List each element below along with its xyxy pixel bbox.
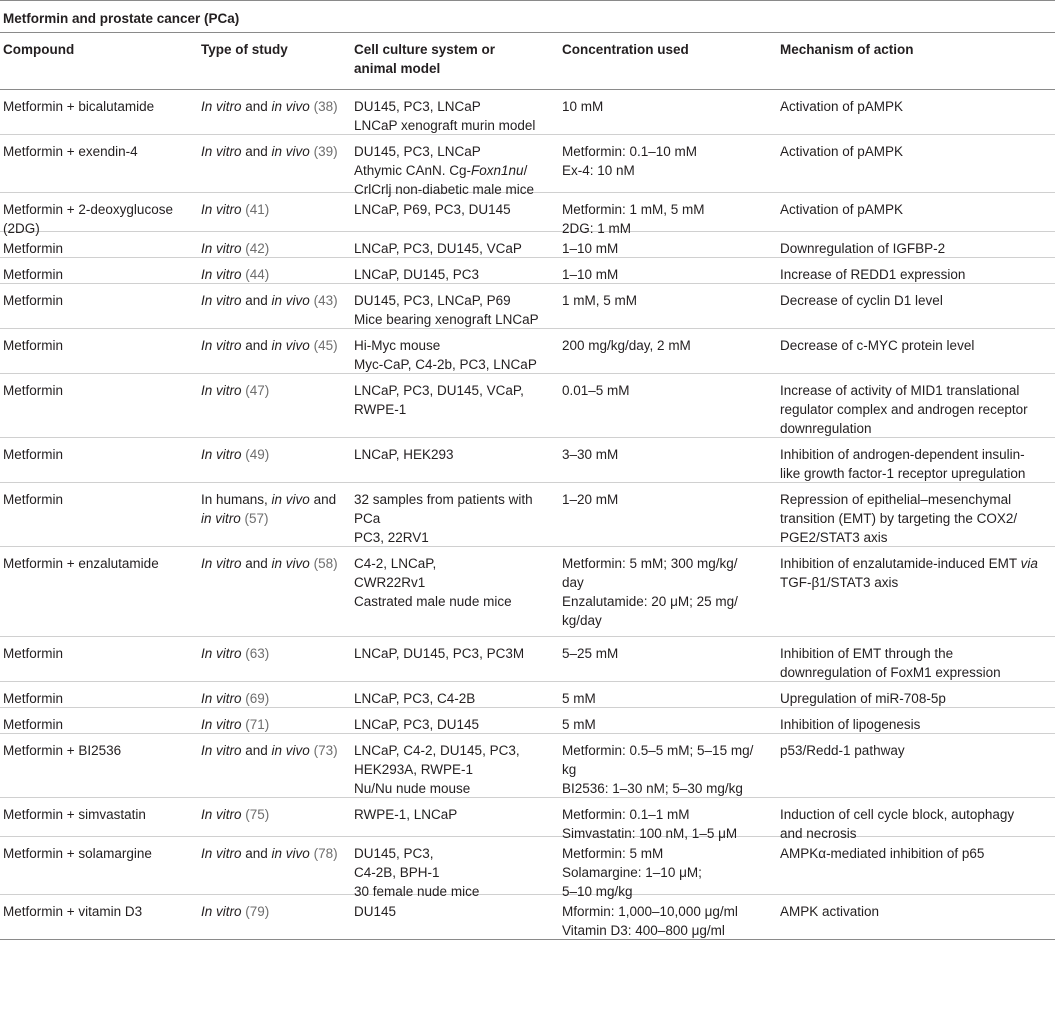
cell-text: In vitro (63) (201, 646, 270, 661)
cell-text: In vitro (71) (201, 717, 270, 732)
cell-text: Metformin: 0.5–5 mM; 5–15 mg/ (562, 743, 754, 758)
cell-text: Metformin + BI2536 (3, 743, 122, 758)
study-type-cell (198, 193, 351, 231)
cell-text: kg (562, 762, 577, 777)
cell-text: 5 mM (562, 691, 596, 706)
cell-text: DU145 (354, 904, 397, 919)
mechanism-cell (777, 374, 1055, 437)
cell-text: Upregulation of miR-708-5p (780, 691, 946, 706)
concentration-cell (559, 483, 777, 546)
cell-text: regulator complex and androgen receptor (780, 402, 1028, 417)
table-row (0, 837, 1055, 899)
cell-text: Metformin + 2-deoxyglucose (3, 202, 173, 217)
cell-text: Metformin: 5 mM (562, 846, 664, 861)
concentration-cell (559, 798, 777, 841)
cell-text: p53/Redd-1 pathway (780, 743, 905, 758)
table-row (0, 547, 1055, 637)
study-type-cell (198, 483, 351, 546)
compound-cell (0, 483, 198, 546)
cell-text: Metformin: 5 mM; 300 mg/kg/ (562, 556, 738, 571)
cell-text: RWPE-1 (354, 402, 407, 417)
cell-text: Metformin + solamargine (3, 846, 152, 861)
cell-text: PC3, 22RV1 (354, 530, 429, 545)
header-cell-culture-system (351, 33, 559, 89)
model-cell (351, 193, 559, 231)
model-cell (351, 734, 559, 797)
compound-cell (0, 682, 198, 707)
cell-text: 3–30 mM (562, 447, 619, 462)
compound-cell (0, 284, 198, 328)
cell-text: In vitro (44) (201, 267, 270, 282)
cell-text: Increase of activity of MID1 translational (780, 383, 1020, 398)
mechanism-cell (777, 284, 1055, 328)
table-title: Metformin and prostate cancer (PCa) (0, 0, 1055, 32)
cell-text: LNCaP, PC3, C4-2B (354, 691, 476, 706)
cell-text: CrlCrlj non-diabetic male mice (354, 182, 535, 197)
study-type-cell (198, 547, 351, 636)
cell-text: AMPKα-mediated inhibition of p65 (780, 846, 985, 861)
header-text: Concentration used (562, 42, 689, 57)
concentration-cell (559, 637, 777, 681)
table-header-row (0, 32, 1055, 90)
cell-text: LNCaP, DU145, PC3, PC3M (354, 646, 525, 661)
table-row (0, 193, 1055, 236)
cell-text: Downregulation of IGFBP-2 (780, 241, 946, 256)
cell-text: In vitro and in vivo (43) (201, 293, 338, 308)
header-text: Mechanism of action (780, 42, 914, 57)
cell-text: LNCaP, P69, PC3, DU145 (354, 202, 511, 217)
cell-text: 32 samples from patients with (354, 492, 533, 507)
cell-text: in vitro (57) (201, 511, 269, 526)
concentration-cell (559, 708, 777, 733)
cell-text: LNCaP, PC3, DU145, VCaP (354, 241, 522, 256)
cell-text: Simvastatin: 100 nM, 1–5 μM (562, 826, 738, 841)
table-row (0, 798, 1055, 841)
cell-text: Myc-CaP, C4-2b, PC3, LNCaP (354, 357, 537, 372)
cell-text: Metformin (3, 338, 64, 353)
mechanism-cell (777, 135, 1055, 192)
cell-text: Hi-Myc mouse (354, 338, 441, 353)
compound-cell (0, 135, 198, 192)
cell-text: Metformin (3, 447, 64, 462)
cell-text: Metformin + exendin-4 (3, 144, 138, 159)
table-row (0, 90, 1055, 135)
compound-cell (0, 193, 198, 236)
mechanism-cell (777, 895, 1055, 939)
cell-text: DU145, PC3, LNCaP, P69 (354, 293, 511, 308)
cell-text: LNCaP, DU145, PC3 (354, 267, 480, 282)
concentration-cell (559, 329, 777, 373)
compound-cell (0, 895, 198, 939)
cell-text: In humans, in vivo and (201, 492, 337, 507)
cell-text: downregulation (780, 421, 872, 436)
cell-text: transition (EMT) by targeting the COX2/ (780, 511, 1018, 526)
table-row (0, 135, 1055, 197)
compound-cell (0, 708, 198, 733)
cell-text: In vitro and in vivo (58) (201, 556, 338, 571)
study-type-cell (198, 374, 351, 437)
cell-text: 30 female nude mice (354, 884, 480, 899)
cell-text: LNCaP, C4-2, DU145, PC3, (354, 743, 520, 758)
cell-text: Metformin + enzalutamide (3, 556, 159, 571)
table-row (0, 682, 1055, 708)
cell-text: In vitro (69) (201, 691, 270, 706)
concentration-cell (559, 734, 777, 797)
cell-text: Metformin (3, 646, 64, 661)
header-compound (0, 33, 198, 89)
model-cell (351, 258, 559, 283)
model-cell (351, 374, 559, 437)
table-row (0, 258, 1055, 284)
cell-text: Metformin + simvastatin (3, 807, 146, 822)
cell-text: Increase of REDD1 expression (780, 267, 966, 282)
cell-text: CWR22Rv1 (354, 575, 426, 590)
mechanism-cell (777, 734, 1055, 797)
model-cell (351, 798, 559, 836)
study-type-cell (198, 135, 351, 192)
cell-text: 200 mg/kg/day, 2 mM (562, 338, 691, 353)
cell-text: 1–10 mM (562, 267, 619, 282)
compound-cell (0, 90, 198, 134)
cell-text: Metformin (3, 717, 64, 732)
mechanism-cell (777, 798, 1055, 841)
header-concentration-used (559, 33, 777, 89)
study-type-cell (198, 837, 351, 894)
cell-text: Inhibition of lipogenesis (780, 717, 921, 732)
compound-cell (0, 734, 198, 797)
cell-text: Metformin (3, 691, 64, 706)
cell-text: Metformin: 0.1–1 mM (562, 807, 690, 822)
cell-text: In vitro and in vivo (38) (201, 99, 338, 114)
cell-text: Metformin: 1 mM, 5 mM (562, 202, 705, 217)
study-type-cell (198, 232, 351, 257)
study-type-cell (198, 708, 351, 733)
cell-text: day (562, 575, 584, 590)
table-row (0, 438, 1055, 483)
header-text: Type of study (201, 42, 288, 57)
cell-text: In vitro (41) (201, 202, 270, 217)
cell-text: Metformin (3, 293, 64, 308)
study-type-cell (198, 798, 351, 836)
mechanism-cell (777, 258, 1055, 283)
table-row (0, 637, 1055, 682)
model-cell (351, 284, 559, 328)
cell-text: 10 mM (562, 99, 604, 114)
cell-text: Activation of pAMPK (780, 144, 904, 159)
cell-text: Activation of pAMPK (780, 99, 904, 114)
cell-text: 2DG: 1 mM (562, 221, 632, 236)
cell-text: LNCaP, PC3, DU145, VCaP, (354, 383, 524, 398)
cell-text: In vitro and in vivo (73) (201, 743, 338, 758)
cell-text: Castrated male nude mice (354, 594, 512, 609)
cell-text: BI2536: 1–30 nM; 5–30 mg/kg (562, 781, 743, 796)
cell-text: LNCaP xenograft murin model (354, 118, 536, 133)
table-row (0, 734, 1055, 798)
cell-text: In vitro and in vivo (45) (201, 338, 338, 353)
compound-cell (0, 798, 198, 836)
cell-text: 5–10 mg/kg (562, 884, 633, 899)
study-type-cell (198, 284, 351, 328)
compound-cell (0, 438, 198, 482)
model-cell (351, 682, 559, 707)
mechanism-cell (777, 90, 1055, 134)
model-cell (351, 90, 559, 134)
study-type-cell (198, 895, 351, 939)
mechanism-cell (777, 232, 1055, 257)
cell-text: Metformin (3, 241, 64, 256)
cell-text: DU145, PC3, LNCaP (354, 144, 481, 159)
cell-text: Solamargine: 1–10 μM; (562, 865, 702, 880)
mechanism-cell (777, 193, 1055, 231)
cell-text: 1 mM, 5 mM (562, 293, 638, 308)
model-cell (351, 708, 559, 733)
cell-text: LNCaP, PC3, DU145 (354, 717, 480, 732)
cell-text: Nu/Nu nude mouse (354, 781, 471, 796)
header-text: animal model (354, 61, 441, 76)
model-cell (351, 438, 559, 482)
cell-text: Enzalutamide: 20 μM; 25 mg/ (562, 594, 738, 609)
cell-text: Ex-4: 10 nM (562, 163, 635, 178)
table-row (0, 329, 1055, 374)
table-row (0, 708, 1055, 734)
concentration-cell (559, 374, 777, 437)
concentration-cell (559, 90, 777, 134)
study-type-cell (198, 637, 351, 681)
cell-text: In vitro and in vivo (39) (201, 144, 338, 159)
model-cell (351, 483, 559, 546)
cell-text: Metformin + bicalutamide (3, 99, 155, 114)
concentration-cell (559, 193, 777, 236)
mechanism-cell (777, 438, 1055, 482)
cell-text: DU145, PC3, LNCaP (354, 99, 481, 114)
cell-text: Vitamin D3: 400–800 μg/ml (562, 923, 725, 938)
cell-text: downregulation of FoxM1 expression (780, 665, 1001, 680)
model-cell (351, 895, 559, 939)
model-cell (351, 637, 559, 681)
cell-text: PGE2/STAT3 axis (780, 530, 888, 545)
study-type-cell (198, 329, 351, 373)
cell-text: TGF-β1/STAT3 axis (780, 575, 899, 590)
cell-text: Metformin: 0.1–10 mM (562, 144, 698, 159)
cell-text: Mice bearing xenograft LNCaP (354, 312, 539, 327)
cell-text: HEK293A, RWPE-1 (354, 762, 474, 777)
cell-text: Metformin + vitamin D3 (3, 904, 143, 919)
cell-text: 5–25 mM (562, 646, 619, 661)
cell-text: Inhibition of androgen-dependent insulin- (780, 447, 1025, 462)
compound-cell (0, 637, 198, 681)
cell-text: 5 mM (562, 717, 596, 732)
cell-text: Metformin (3, 492, 64, 507)
study-type-cell (198, 734, 351, 797)
cell-text: Inhibition of enzalutamide-induced EMT via (780, 556, 1038, 571)
header-text: Cell culture system or (354, 42, 496, 57)
cell-text: Repression of epithelial–mesenchymal (780, 492, 1012, 507)
model-cell (351, 547, 559, 636)
study-type-cell (198, 682, 351, 707)
concentration-cell (559, 547, 777, 636)
cell-text: Activation of pAMPK (780, 202, 904, 217)
compound-cell (0, 232, 198, 257)
table-row (0, 895, 1055, 940)
mechanism-cell (777, 329, 1055, 373)
mechanism-cell (777, 483, 1055, 546)
cell-text: In vitro (42) (201, 241, 270, 256)
concentration-cell (559, 135, 777, 192)
concentration-cell (559, 258, 777, 283)
compound-cell (0, 374, 198, 437)
model-cell (351, 232, 559, 257)
cell-text: RWPE-1, LNCaP (354, 807, 458, 822)
cell-text: In vitro (47) (201, 383, 270, 398)
cell-text: kg/day (562, 613, 602, 628)
concentration-cell (559, 438, 777, 482)
cell-text: like growth factor-1 receptor upregulation (780, 466, 1026, 481)
table-row (0, 374, 1055, 438)
cell-text: (2DG) (3, 221, 40, 236)
compound-cell (0, 837, 198, 894)
mechanism-cell (777, 637, 1055, 681)
cell-text: Decrease of c-MYC protein level (780, 338, 975, 353)
concentration-cell (559, 232, 777, 257)
cell-text: and necrosis (780, 826, 857, 841)
header-mechanism-of-action (777, 33, 1055, 89)
compound-cell (0, 258, 198, 283)
cell-text: Metformin (3, 383, 64, 398)
cell-text: DU145, PC3, (354, 846, 434, 861)
table-row (0, 483, 1055, 547)
concentration-cell (559, 284, 777, 328)
cell-text: 1–10 mM (562, 241, 619, 256)
cell-text: PCa (354, 511, 381, 526)
mechanism-cell (777, 708, 1055, 733)
cell-text: 0.01–5 mM (562, 383, 630, 398)
study-type-cell (198, 258, 351, 283)
compound-cell (0, 329, 198, 373)
cell-text: Decrease of cyclin D1 level (780, 293, 943, 308)
cell-text: In vitro (79) (201, 904, 270, 919)
table-row (0, 284, 1055, 329)
table-row (0, 232, 1055, 258)
cell-text: Inhibition of EMT through the (780, 646, 954, 661)
cell-text: Mformin: 1,000–10,000 μg/ml (562, 904, 738, 919)
cell-text: Athymic CAnN. Cg-Foxn1nu/ (354, 163, 528, 178)
cell-text: In vitro and in vivo (78) (201, 846, 338, 861)
cell-text: Metformin (3, 267, 64, 282)
cell-text: In vitro (49) (201, 447, 270, 462)
mechanism-cell (777, 547, 1055, 636)
model-cell (351, 837, 559, 899)
compound-cell (0, 547, 198, 636)
cell-text: C4-2B, BPH-1 (354, 865, 440, 880)
model-cell (351, 135, 559, 197)
model-cell (351, 329, 559, 373)
cell-text: Induction of cell cycle block, autophagy (780, 807, 1015, 822)
concentration-cell (559, 837, 777, 899)
header-text: Compound (3, 42, 75, 57)
concentration-cell (559, 682, 777, 707)
cell-text: LNCaP, HEK293 (354, 447, 454, 462)
study-type-cell (198, 90, 351, 134)
cell-text: C4-2, LNCaP, (354, 556, 437, 571)
cell-text: AMPK activation (780, 904, 880, 919)
concentration-cell (559, 895, 777, 939)
table-body (0, 90, 1055, 940)
study-type-cell (198, 438, 351, 482)
mechanism-cell (777, 837, 1055, 894)
cell-text: 1–20 mM (562, 492, 619, 507)
mechanism-cell (777, 682, 1055, 707)
header-type-of-study (198, 33, 351, 89)
cell-text: In vitro (75) (201, 807, 270, 822)
